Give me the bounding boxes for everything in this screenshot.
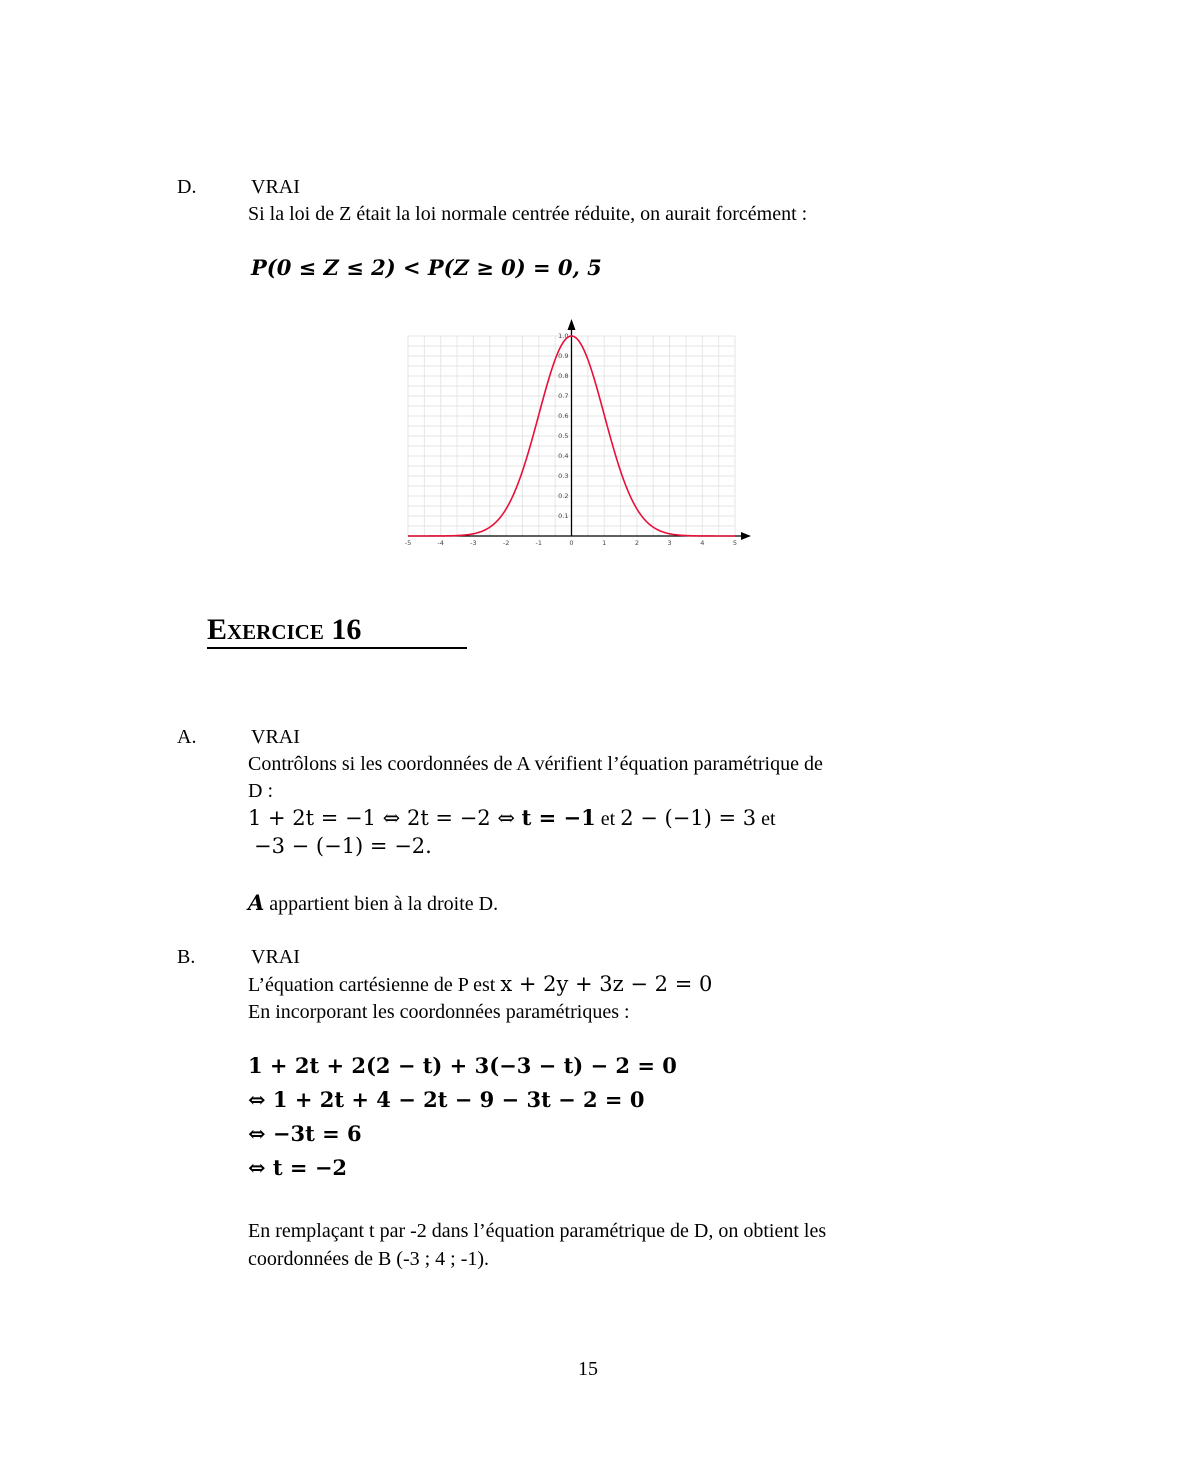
y-tick-label: 0.9 (558, 352, 569, 360)
y-axis-arrow (568, 319, 576, 330)
y-tick-label: 0.2 (558, 492, 569, 500)
x-tick-label: -1 (535, 539, 543, 547)
paragraph-a-line2: D : (248, 780, 273, 802)
step-b-1: 1 + 2t + 2(2 − t) + 3(−3 − t) − 2 = 0 (248, 1053, 677, 1078)
equation-a-result: t = −1 (521, 805, 596, 830)
verdict-b: VRAI (251, 946, 300, 968)
final-b-line1: En remplaçant t par -2 dans l’équation paramétrique de D, on obtient les (248, 1220, 827, 1242)
x-tick-label: -5 (404, 539, 412, 547)
x-tick-label: -4 (437, 539, 444, 547)
x-tick-label: 3 (667, 539, 672, 547)
y-tick-label: 0.8 (558, 372, 569, 380)
x-tick-label: 4 (700, 539, 705, 547)
exercise-title: Exercice 16 (207, 613, 362, 646)
x-axis-arrow (741, 532, 751, 540)
paragraph-d: Si la loi de Z était la loi normale centrée réduite, on aurait forcément : (248, 203, 808, 225)
exercise-title-underline (207, 647, 467, 649)
y-tick-label: 0.3 (558, 472, 569, 480)
equation-a-joiner2: et (756, 808, 776, 830)
equation-a-joiner: et (595, 808, 621, 830)
y-tick-label: 0.4 (558, 452, 569, 460)
x-tick-label: 5 (732, 539, 738, 547)
step-b-2: ⇔ 1 + 2t + 4 − 2t − 9 − 3t − 2 = 0 (248, 1087, 645, 1112)
x-tick-label: -3 (470, 539, 477, 547)
paragraph-a-line1: Contrôlons si les coordonnées de A vérifient l’équation paramétrique de (248, 753, 823, 775)
y-tick-label: 0.5 (558, 432, 569, 440)
step-b-4: ⇔ t = −2 (248, 1155, 348, 1180)
paragraph-b-line1-text: L’équation cartésienne de P est (248, 974, 501, 996)
equation-a-part1: 1 + 2t = −1 ⇔ 2t = −2 ⇔ (248, 806, 522, 830)
item-letter-d: D. (177, 176, 197, 198)
final-b-line2: coordonnées de B (-3 ; 4 ; -1). (248, 1248, 490, 1270)
item-letter-b: B. (177, 946, 196, 968)
y-tick-label: 0.7 (558, 392, 569, 400)
verdict-d: VRAI (251, 176, 300, 198)
y-tick-label: 0.6 (558, 412, 569, 420)
verdict-a: VRAI (251, 726, 300, 748)
paragraph-b-line2: En incorporant les coordonnées paramétriques : (248, 1001, 630, 1023)
equation-a-check: 2 − (−1) = 3 (620, 806, 757, 830)
chart-axes (408, 319, 751, 540)
formula-d: P(0 ≤ Z ≤ 2) < P(Z ≥ 0) = 0, 5 (251, 255, 602, 280)
x-tick-label: 2 (634, 539, 639, 547)
gaussian-chart (398, 318, 754, 550)
equation-a-line2: −3 − (−1) = −2. (254, 834, 432, 858)
y-tick-label: 0.1 (558, 512, 569, 520)
y-tick-label: 1.0 (558, 332, 569, 340)
x-tick-label: 1 (602, 539, 607, 547)
step-b-3: ⇔ −3t = 6 (248, 1121, 362, 1146)
plane-equation: x + 2y + 3z − 2 = 0 (500, 972, 713, 996)
x-tick-label: 0 (569, 539, 574, 547)
page-number: 15 (578, 1358, 598, 1380)
paragraph-b-line1 (248, 970, 712, 999)
equation-a-line1 (248, 804, 776, 833)
conclusion-a (248, 889, 498, 918)
conclusion-a-text: appartient bien à la droite D. (264, 893, 499, 915)
item-letter-a: A. (177, 726, 197, 748)
point-a-symbol: A (248, 890, 265, 915)
x-tick-label: -2 (502, 539, 510, 547)
